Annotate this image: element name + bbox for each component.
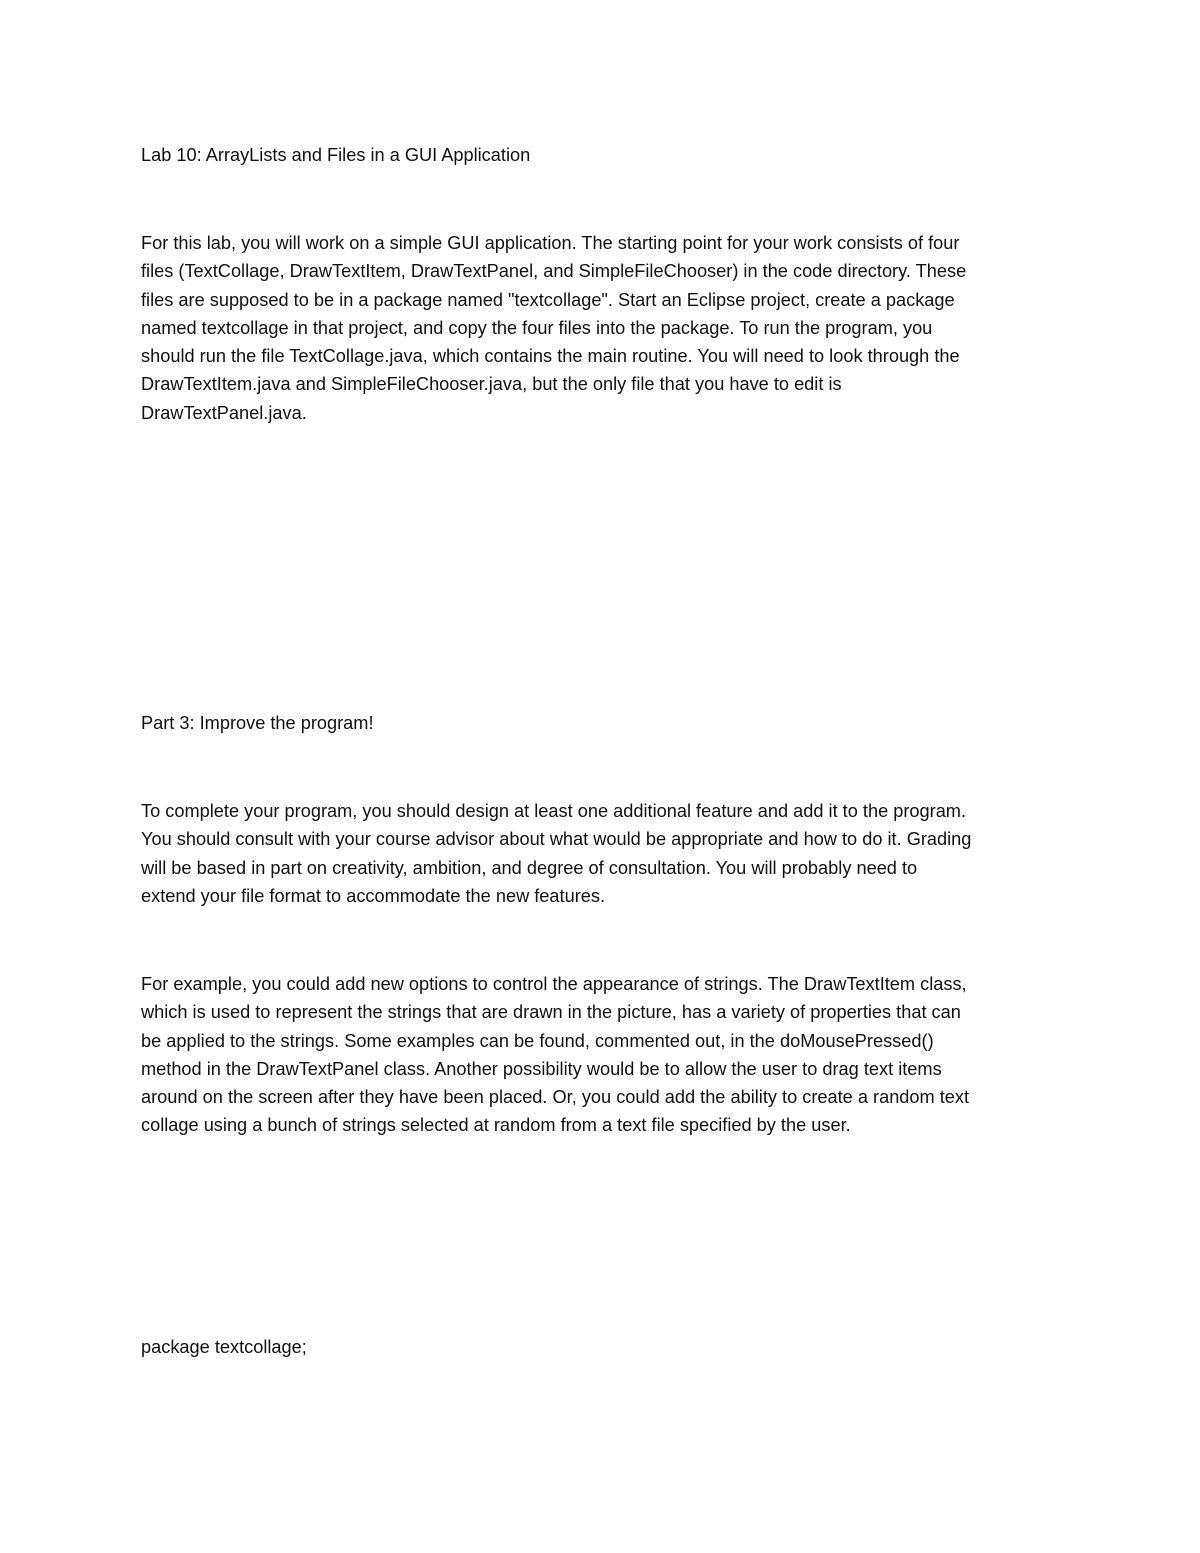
paragraph-line: files (TextCollage, DrawTextItem, DrawTextPanel, and SimpleFileChooser) in the code directory. These xyxy=(141,261,967,282)
paragraph-line: To complete your program, you should design at least one additional feature and add it to the program. xyxy=(141,801,967,821)
paragraph-line: You should consult with your course advisor about what would be appropriate and how to do it. Grading xyxy=(141,829,972,850)
paragraph-line: DrawTextItem.java and SimpleFileChooser.java, but the only file that you have to edit is xyxy=(141,374,842,395)
paragraph-line: files are supposed to be in a package named "textcollage". Start an Eclipse project, create a package xyxy=(141,289,955,310)
paragraph-line: around on the screen after they have been placed. Or, you could add the ability to create a random text xyxy=(141,1087,970,1108)
paragraph-line: collage using a bunch of strings selected at random from a text file specified by the user. xyxy=(141,1115,851,1136)
paragraph-line: be applied to the strings. Some examples can be found, commented out, in the doMousePressed() xyxy=(141,1030,934,1051)
paragraph-line: will be based in part on creativity, ambition, and degree of consultation. You will probably need to xyxy=(141,857,918,878)
part3-paragraph-2 xyxy=(141,970,1061,1140)
paragraph-line: named textcollage in that project, and copy the four files into the package. To run the program, you xyxy=(141,317,933,338)
paragraph-line: extend your file format to accommodate the new features. xyxy=(141,885,606,906)
section-heading xyxy=(141,709,1061,737)
section-heading-text: Part 3: Improve the program! xyxy=(141,713,374,733)
title-text: Lab 10: ArrayLists and Files in a GUI Application xyxy=(141,145,531,165)
paragraph-line: which is used to represent the strings that are drawn in the picture, has a variety of properties that can xyxy=(141,1002,961,1023)
intro-paragraph xyxy=(141,229,1061,427)
paragraph-line: should run the file TextCollage.java, which contains the main routine. You will need to look through the xyxy=(141,346,960,367)
document-title xyxy=(141,141,1061,169)
paragraph-line: DrawTextPanel.java. xyxy=(141,402,307,423)
paragraph-line: method in the DrawTextPanel class. Another possibility would be to allow the user to drag text items xyxy=(141,1058,942,1079)
code-line xyxy=(141,1333,1061,1361)
code-line-text: package textcollage; xyxy=(141,1337,307,1357)
paragraph-line: For this lab, you will work on a simple GUI application. The starting point for your work consists of four xyxy=(141,233,960,253)
paragraph-line: For example, you could add new options to control the appearance of strings. The DrawTextItem class, xyxy=(141,974,967,994)
part3-paragraph-1 xyxy=(141,797,1061,910)
